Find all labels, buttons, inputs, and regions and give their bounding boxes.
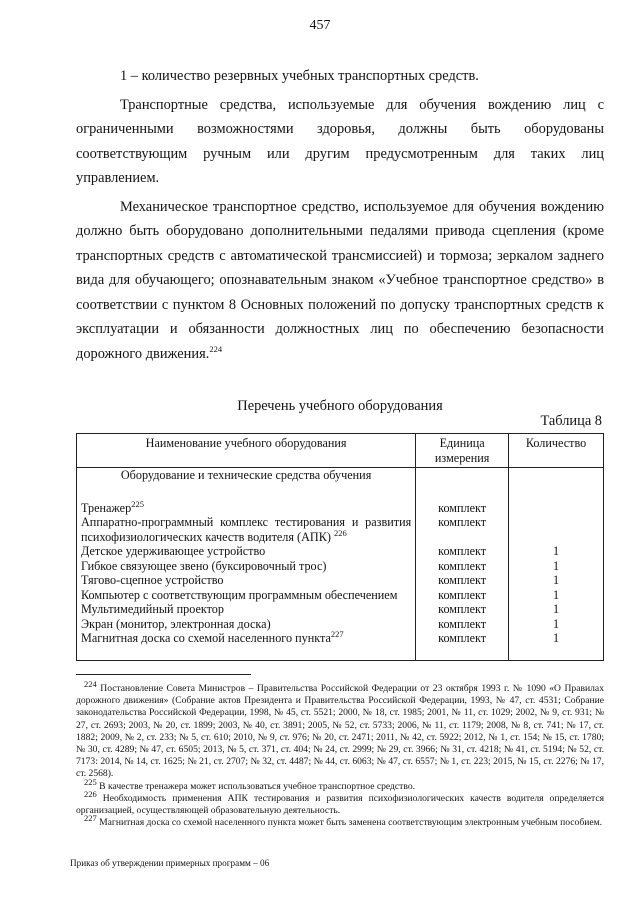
footnote-227 — [76, 813, 604, 829]
row-qty: 1 — [509, 631, 604, 660]
row-name — [77, 498, 416, 516]
header-name: Наименование учебного оборудования — [77, 434, 416, 468]
body-text — [76, 64, 604, 366]
footnotes — [76, 678, 604, 829]
footnote-number: 227 — [84, 813, 97, 824]
row-unit: комплект — [416, 617, 509, 632]
row-unit: комплект — [416, 559, 509, 574]
table-label: Таблица 8 — [540, 413, 602, 429]
row-name — [77, 515, 416, 544]
footnote-text: Постановление Совета Министров – Правительства Российской Федерации от 23 октября 1993 г. № 1090 «О Правилах дорожного движения» (Собрание актов Президента и Правительства Российской Федерации, 1993, № 47, ст. 4531; Собрание законодательства Российской Федерации, 1998, № 45, ст. 5521; 2000, № 18, ст. 1985; 2001, № 11, ст. 1029; 2002, № 9, ст. 931; № 27, ст. 2693; 2003, № 20, ст. 1899; 2003, № 40, ст. 3891; 2005, № 52, ст. 5733; 2006, № 11, ст. 1179; 2008, № 8, ст. 741; № 17, ст. 1882; 2009, № 2, ст. 233; № 5, ст. 610; 2010, № 9, ст. 976; № 20, ст. 2471; 2011, № 42, ст. 5922; 2012, № 1, ст. 154; № 15, ст. 1780; № 30, ст. 4289; № 47, ст. 6505; 2013, № 5, ст. 371, ст. 404; № 24, ст. 2999; № 29, ст. 3966; № 31, ст. 4218; № 41, ст. 5194; № 52, ст. 7173: 2014, № 14, ст. 1625; № 21, ст. 2707; № 32, ст. 4487; № 44, ст. 6063; № 47, ст. 6557; № 1, ст. 223; 2015, № 15, ст. 2276; № 17, ст. 2568). — [76, 683, 604, 780]
row-qty: 1 — [509, 602, 604, 617]
section-title: Оборудование и технические средства обучения — [77, 468, 416, 501]
paragraph-2: Транспортные средства, используемые для обучения вождению лиц с ограниченными возможностями здоровья, должны быть оборудованы соответствующим ручным или другим предусмотренным для таких лиц управлением. — [76, 96, 604, 186]
table-section-row — [77, 468, 604, 501]
row-unit: комплект — [416, 588, 509, 603]
table-row — [77, 515, 604, 544]
row-qty: 1 — [509, 544, 604, 559]
row-name: Гибкое связующее звено (буксировочный трос) — [77, 559, 416, 574]
row-name: Компьютер с соответствующим программным обеспечением — [77, 588, 416, 603]
table-row — [77, 602, 604, 617]
row-unit: комплект — [416, 602, 509, 617]
table-title: Перечень учебного оборудования — [237, 398, 443, 414]
table-row — [77, 501, 604, 516]
table-row — [77, 588, 604, 603]
header-unit: Единица измерения — [416, 434, 509, 468]
row-name-text: Аппаратно-программный комплекс тестирования и развития психофизиологических качеств водителя (АПК) — [81, 515, 412, 544]
footnote-ref-224[interactable]: 224 — [209, 343, 223, 354]
footnote-number: 226 — [84, 788, 97, 799]
header-qty: Количество — [509, 434, 604, 468]
paragraph-1: 1 – количество резервных учебных транспортных средств. — [120, 68, 479, 84]
row-qty: 1 — [509, 617, 604, 632]
row-name: Тягово-сцепное устройство — [77, 573, 416, 588]
row-name: Экран (монитор, электронная доска) — [77, 617, 416, 632]
footnote-text: Магнитная доска со схемой населенного пункта может быть заменена соответствующим электронным учебным пособием. — [96, 817, 603, 829]
footnote-ref-226[interactable]: 226 — [333, 527, 347, 538]
row-name: Детское удерживающее устройство — [77, 544, 416, 559]
paragraph-3-text: Механическое транспортное средство, используемое для обучения вождению должно быть оборудовано дополнительными педалями привода сцепления (кроме транспортных средств с автоматической трансмиссией) и тормоза; зеркалом заднего вида для обучающего; опознавательным знаком «Учебное транспортное средство» в соответствии с пунктом 8 Основных положений по допуску транспортных средств к эксплуатации и обязанности должностных лиц по обеспечению безопасности дорожного движения. — [76, 198, 604, 362]
table-header-row — [77, 434, 604, 468]
footnote-text: В качестве тренажера может использоваться учебное транспортное средство. — [96, 780, 416, 792]
row-unit: комплект — [416, 544, 509, 559]
row-name-text: Магнитная доска со схемой населенного пункта — [81, 631, 331, 645]
table-row — [77, 573, 604, 588]
footnote-ref-227[interactable]: 227 — [330, 628, 344, 639]
row-qty — [509, 515, 604, 544]
footnote-226 — [76, 788, 604, 817]
footnote-divider — [76, 674, 251, 675]
row-unit: комплект — [416, 515, 509, 544]
equipment-table — [76, 433, 604, 661]
footnote-text: Необходимость применения АПК тестирования и развития психофизиологических качеств водителя определяется организацией, осуществляющей образовательную деятельность. — [76, 792, 604, 817]
row-qty: 1 — [509, 559, 604, 574]
section-qty-cell — [509, 468, 604, 501]
footnote-224 — [76, 678, 604, 781]
footnote-225 — [76, 776, 604, 793]
table-row — [77, 631, 604, 660]
footnote-number: 224 — [84, 678, 97, 689]
table-row — [77, 544, 604, 559]
row-name: Мультимедийный проектор — [77, 602, 416, 617]
footnote-number: 225 — [84, 776, 97, 787]
footnote-ref-225[interactable]: 225 — [131, 498, 144, 509]
row-unit: комплект — [416, 631, 509, 660]
page-footer: Приказ об утверждении примерных программ – 06 — [70, 858, 270, 868]
page-number: 457 — [309, 18, 331, 33]
row-name — [77, 628, 416, 660]
paragraph-3 — [76, 195, 604, 367]
section-unit-cell — [416, 468, 509, 501]
row-qty — [509, 501, 604, 516]
row-qty: 1 — [509, 573, 604, 588]
row-unit: комплект — [416, 573, 509, 588]
row-unit: комплект — [416, 501, 509, 516]
table-row — [77, 559, 604, 574]
row-qty: 1 — [509, 588, 604, 603]
row-name-text: Тренажер — [81, 500, 132, 515]
